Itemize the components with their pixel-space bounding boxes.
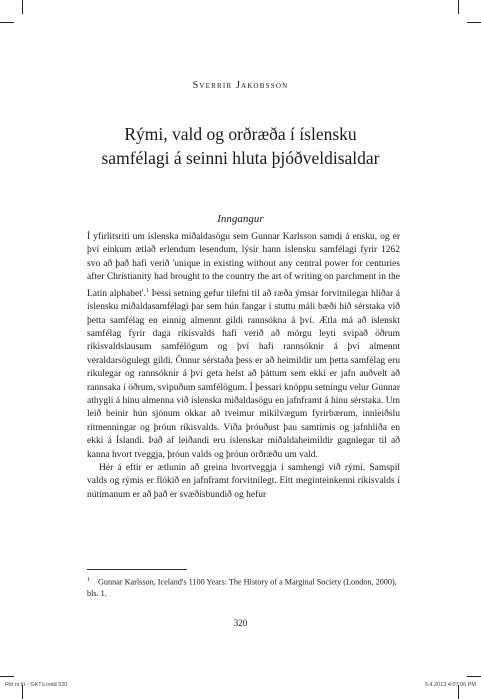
- footnote: [87, 575, 400, 600]
- crop-mark: [467, 676, 481, 677]
- paragraph: Hér á eftir er ætlunin að greina hvortveggja í samhengi við rými. Samspil valds og rýmis er flókið en jafnframt forvitnilegt. Eitt meginteinkenni ríkisvalds í nútímanum er að það er svæðisbundið og hefur: [87, 463, 400, 500]
- footnote-text: Gunnar Karlsson, Iceland's 1100 Years: The History of a Marginal Society (London, 2000), bls. 1.: [87, 577, 397, 599]
- title-line-2: samfélagi á seinni hluta þjóðveldisaldar: [101, 148, 380, 168]
- footnote-reference: 1: [145, 287, 149, 294]
- article-title: [60, 122, 421, 170]
- crop-mark: [0, 676, 14, 677]
- crop-mark: [458, 0, 459, 14]
- section-heading: Inngangur: [217, 213, 264, 225]
- page-number: 320: [233, 618, 248, 628]
- crop-mark: [0, 22, 14, 23]
- crop-mark: [467, 22, 481, 23]
- paragraph-text: Í yfirlitsriti um íslenska miðaldasögu sem Gunnar Karlsson samdi á ensku, og er því einkum ætlað erlendum lesendum, lýsir hann íslensku samfélagi fyrir 1262 svo að það hafi verið 'unique in existing without any central power for centuries after Christianity had brought to the country the art of writing on parchment in the Latin alphabet'.: [87, 232, 400, 299]
- paragraph-text-continued: Þessi setning gefur tilefni til að ræða ýmsar forvitnilegar hliðar á íslensku miðaldasamfélagi þar sem hún fangar í stuttu máli bæði hið sérstaka við þetta samfélag en einnig almennt gildi rannsókna á því. Ætla má að íslenskt samfélag fyrir daga ríkisvalds hafi verið að mörgu leyti svipað öðrum ríkisvaldslausum samfélögum og því hafi rannsóknir á því almennt veraldarsögulegt gildi. Önnur sérstaða þess er að heimildir um þetta samfélag eru ríkulegar og rannsóknir á því geta helst að þáttum sem ekki er jafn auðvelt að rannsaka í öðrum, svipuðum samfélögum. Í þessari knöppu setningu velur Gunnar athygli á hinu almenna við íslenska miðaldasögu en jafnframt á hinu sérstaka. Um leið beinir hún sjónum okkar að tveimur mikilvægum fyrirbærum, innleiðslu ritmenningar og þróun ríkisvalds. Víða þróuðust þau samtímis og jafnhliða en ekki á Íslandi. Það af leiðandi eru íslenskar miðaldaheimildir gagnlegar til að kanna hvort tveggja, þróun valds og þróun orðræðu um vald.: [87, 288, 400, 460]
- footnote-divider: [87, 569, 187, 570]
- paragraph: [87, 231, 400, 462]
- print-slug-file: Ritt ni tír - GKTü.indd 320: [5, 682, 68, 688]
- crop-mark: [22, 0, 23, 14]
- author-name: Sverrir Jakobsson: [192, 80, 289, 91]
- title-line-1: Rými, vald og orðræða í íslensku: [124, 124, 357, 144]
- footnote-number: 1: [87, 577, 90, 583]
- print-slug-date: 5.4.2013 4:07:06 PM: [424, 682, 476, 688]
- body-text: [87, 231, 400, 502]
